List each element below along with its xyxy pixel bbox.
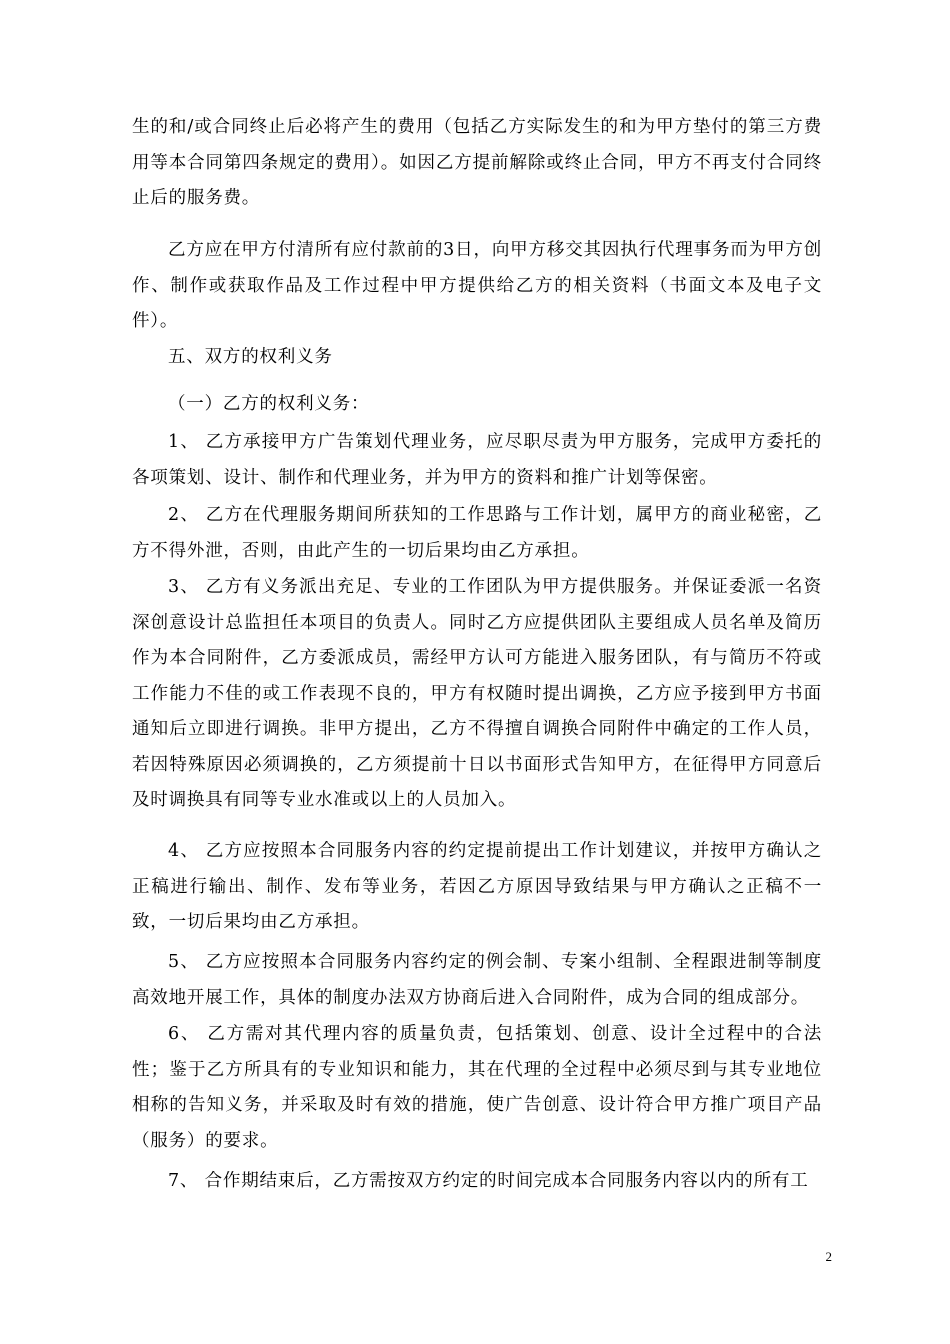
paragraph-fee-continuation: 生的和/或合同终止后必将产生的费用（包括乙方实际发生的和为甲方垫付的第三方费用等本合同第四条规定的费用）。如因乙方提前解除或终止合同，甲方不再支付合同终止后的服务费。	[132, 117, 822, 208]
clause-7: 7、 合作期结束后，乙方需按双方约定的时间完成本合同服务内容以内的所有工	[168, 1171, 809, 1191]
clause-2: 2、 乙方在代理服务期间所获知的工作思路与工作计划，属甲方的商业秘密，乙方不得外泄，否则，由此产生的一切后果均由乙方承担。	[132, 505, 822, 561]
clause-6: 6、 乙方需对其代理内容的质量负责，包括策划、创意、设计全过程中的合法性；鉴于乙方所具有的专业知识和能力，其在代理的全过程中必须尽到与其专业地位相称的告知义务，并采取及时有效的措施，使广告创意、设计符合甲方推广项目产品（服务）的要求。	[132, 1024, 822, 1151]
subsection-heading-party-b: （一）乙方的权利义务：	[168, 394, 370, 414]
paragraph-handover: 乙方应在甲方付清所有应付款前的3日，向甲方移交其因执行代理事务而为甲方创作、制作或获取作品及工作过程中甲方提供给乙方的相关资料（书面文本及电子文件）。	[132, 240, 822, 331]
clause-4: 4、 乙方应按照本合同服务内容的约定提前提出工作计划建议，并按甲方确认之正稿进行输出、制作、发布等业务，若因乙方原因导致结果与甲方确认之正稿不一致，一切后果均由乙方承担。	[132, 841, 822, 932]
page-number: 2	[825, 1249, 832, 1264]
clause-5: 5、 乙方应按照本合同服务内容约定的例会制、专案小组制、全程跟进制等制度高效地开展工作，具体的制度办法双方协商后进入合同附件，成为合同的组成部分。	[132, 952, 822, 1008]
section-heading-rights-obligations: 五、双方的权利义务	[168, 347, 333, 367]
clause-3: 3、 乙方有义务派出充足、专业的工作团队为甲方提供服务。并保证委派一名资深创意设计总监担任本项目的负责人。同时乙方应提供团队主要组成人员名单及简历作为本合同附件，乙方委派成员，需经甲方认可方能进入服务团队，有与简历不符或工作能力不佳的或工作表现不良的，甲方有权随时提出调换，乙方应予接到甲方书面通知后立即进行调换。非甲方提出，乙方不得擅自调换合同附件中确定的工作人员，若因特殊原因必须调换的，乙方须提前十日以书面形式告知甲方，在征得甲方同意后及时调换具有同等专业水准或以上的人员加入。	[132, 577, 822, 810]
clause-1: 1、 乙方承接甲方广告策划代理业务，应尽职尽责为甲方服务，完成甲方委托的各项策划、设计、制作和代理业务，并为甲方的资料和推广计划等保密。	[132, 432, 822, 488]
